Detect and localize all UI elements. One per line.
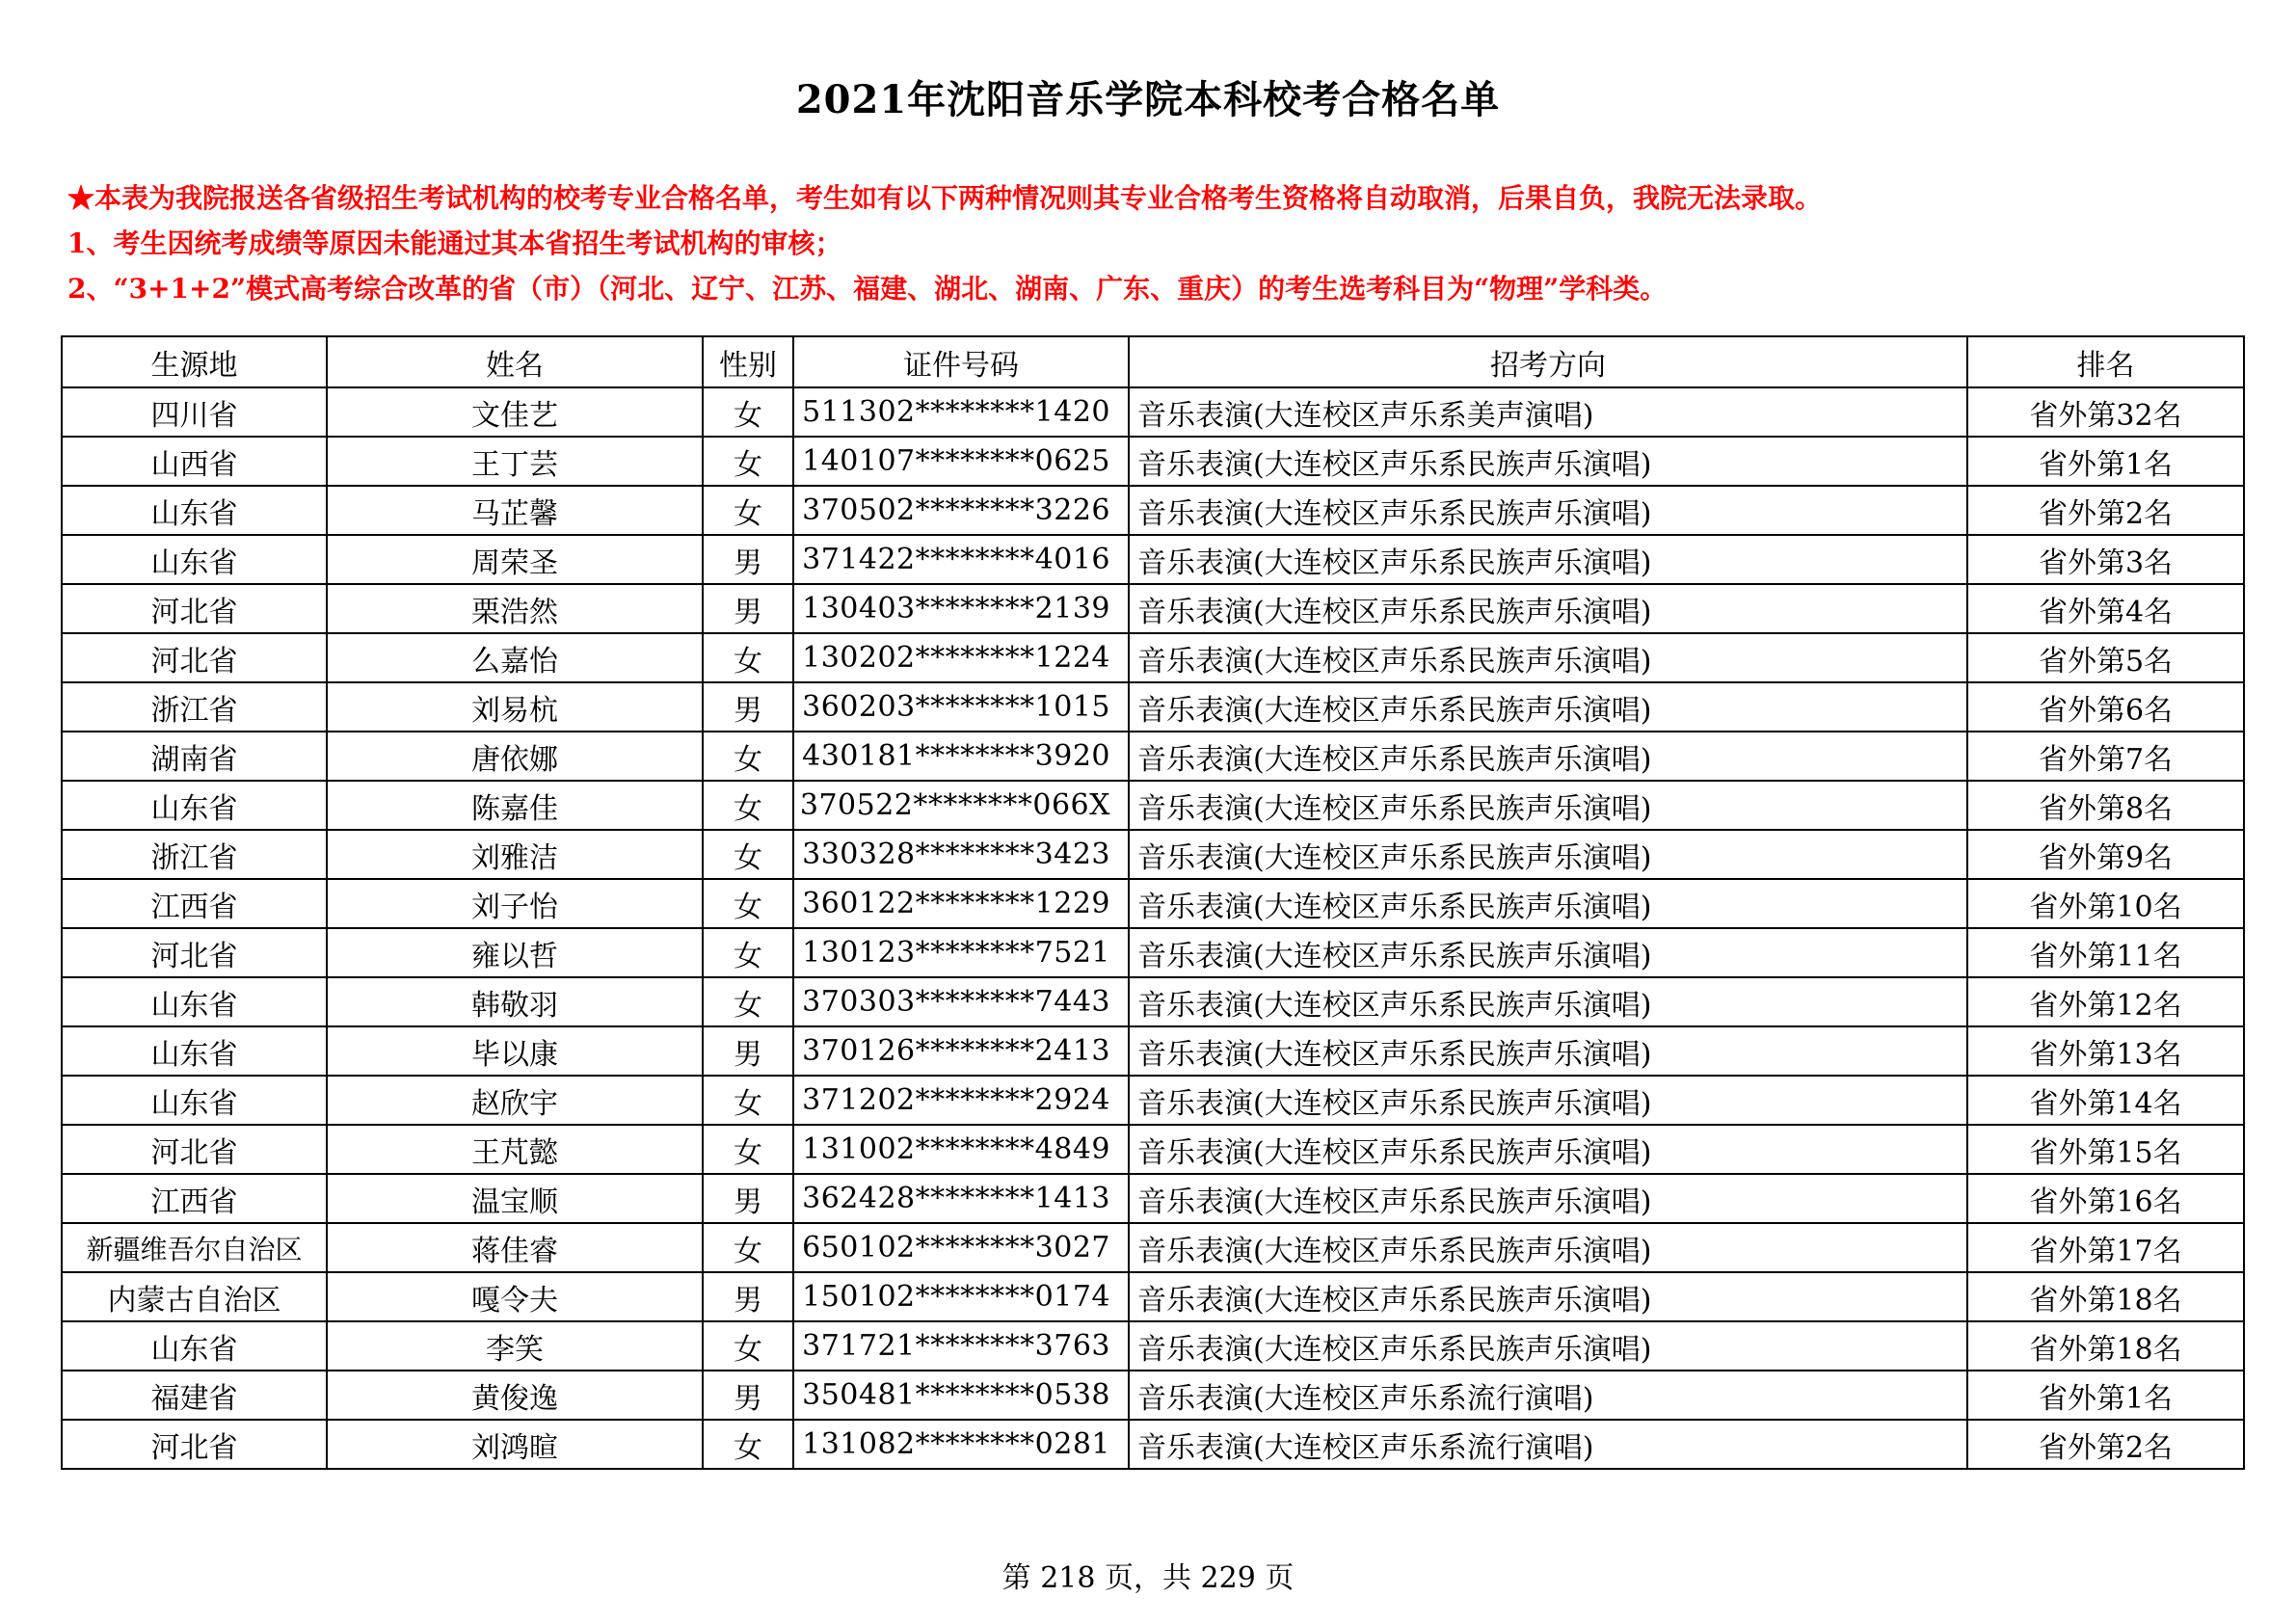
cell-origin: 江西省 <box>62 879 327 928</box>
cell-gender: 女 <box>703 437 793 486</box>
cell-origin: 四川省 <box>62 387 327 437</box>
cell-origin: 山东省 <box>62 1076 327 1125</box>
cell-direction: 音乐表演(大连校区声乐系民族声乐演唱) <box>1129 732 1967 781</box>
cell-rank: 省外第17名 <box>1967 1223 2244 1272</box>
cell-name: 蒋佳睿 <box>327 1223 703 1272</box>
cell-id-number: 511302********1420 <box>793 387 1129 437</box>
column-header-id: 证件号码 <box>793 336 1129 387</box>
cell-id-number: 130403********2139 <box>793 584 1129 633</box>
cell-direction: 音乐表演(大连校区声乐系民族声乐演唱) <box>1129 633 1967 682</box>
table-row <box>62 633 2244 682</box>
cell-id-number: 360203********1015 <box>793 682 1129 732</box>
cell-id-number: 330328********3423 <box>793 830 1129 879</box>
cell-origin: 江西省 <box>62 1174 327 1223</box>
cell-rank: 省外第7名 <box>1967 732 2244 781</box>
cell-name: 栗浩然 <box>327 584 703 633</box>
cell-rank: 省外第9名 <box>1967 830 2244 879</box>
cell-direction: 音乐表演(大连校区声乐系民族声乐演唱) <box>1129 682 1967 732</box>
column-header-origin: 生源地 <box>62 336 327 387</box>
cell-gender: 男 <box>703 584 793 633</box>
cell-id-number: 362428********1413 <box>793 1174 1129 1223</box>
cell-id-number: 150102********0174 <box>793 1272 1129 1321</box>
table-row <box>62 879 2244 928</box>
table-row <box>62 1272 2244 1321</box>
table-row <box>62 928 2244 977</box>
cell-name: 韩敬羽 <box>327 977 703 1026</box>
table-row <box>62 1125 2244 1174</box>
cell-id-number: 131082********0281 <box>793 1420 1129 1469</box>
cell-origin: 山东省 <box>62 486 327 535</box>
cell-rank: 省外第5名 <box>1967 633 2244 682</box>
cell-gender: 男 <box>703 535 793 584</box>
cell-origin: 河北省 <box>62 928 327 977</box>
table-row <box>62 977 2244 1026</box>
cell-id-number: 370303********7443 <box>793 977 1129 1026</box>
table-row <box>62 1174 2244 1223</box>
table-row <box>62 535 2244 584</box>
cell-gender: 女 <box>703 633 793 682</box>
cell-name: 文佳艺 <box>327 387 703 437</box>
cell-direction: 音乐表演(大连校区声乐系民族声乐演唱) <box>1129 1321 1967 1371</box>
cell-origin: 浙江省 <box>62 830 327 879</box>
cell-name: 李笑 <box>327 1321 703 1371</box>
cell-name: 温宝顺 <box>327 1174 703 1223</box>
cell-name: 唐依娜 <box>327 732 703 781</box>
cell-name: 么嘉怡 <box>327 633 703 682</box>
cell-origin: 河北省 <box>62 584 327 633</box>
cell-gender: 女 <box>703 830 793 879</box>
table-row <box>62 1026 2244 1076</box>
cell-direction: 音乐表演(大连校区声乐系民族声乐演唱) <box>1129 977 1967 1026</box>
cell-id-number: 131002********4849 <box>793 1125 1129 1174</box>
cell-name: 马芷馨 <box>327 486 703 535</box>
cell-id-number: 130123********7521 <box>793 928 1129 977</box>
cell-direction: 音乐表演(大连校区声乐系民族声乐演唱) <box>1129 486 1967 535</box>
cell-origin: 浙江省 <box>62 682 327 732</box>
cell-name: 赵欣宇 <box>327 1076 703 1125</box>
cell-direction: 音乐表演(大连校区声乐系流行演唱) <box>1129 1420 1967 1469</box>
cell-origin: 河北省 <box>62 633 327 682</box>
cell-gender: 女 <box>703 732 793 781</box>
cell-direction: 音乐表演(大连校区声乐系民族声乐演唱) <box>1129 830 1967 879</box>
cell-direction: 音乐表演(大连校区声乐系流行演唱) <box>1129 1371 1967 1420</box>
table-row <box>62 732 2244 781</box>
cell-rank: 省外第2名 <box>1967 1420 2244 1469</box>
table-row <box>62 486 2244 535</box>
cell-gender: 男 <box>703 682 793 732</box>
cell-direction: 音乐表演(大连校区声乐系民族声乐演唱) <box>1129 437 1967 486</box>
cell-gender: 女 <box>703 1420 793 1469</box>
cell-rank: 省外第2名 <box>1967 486 2244 535</box>
cell-rank: 省外第18名 <box>1967 1272 2244 1321</box>
page-footer: 第 218 页，共 229 页 <box>1001 1561 1295 1595</box>
cell-origin: 河北省 <box>62 1125 327 1174</box>
cell-name: 王丁芸 <box>327 437 703 486</box>
cell-name: 刘子怡 <box>327 879 703 928</box>
cell-rank: 省外第1名 <box>1967 1371 2244 1420</box>
cell-id-number: 140107********0625 <box>793 437 1129 486</box>
cell-name: 毕以康 <box>327 1026 703 1076</box>
cell-direction: 音乐表演(大连校区声乐系民族声乐演唱) <box>1129 1076 1967 1125</box>
cell-id-number: 371721********3763 <box>793 1321 1129 1371</box>
admission-table <box>61 335 2245 1470</box>
cell-origin: 福建省 <box>62 1371 327 1420</box>
cell-name: 刘易杭 <box>327 682 703 732</box>
cell-id-number: 370522********066X <box>793 781 1129 830</box>
cell-name: 嘎令夫 <box>327 1272 703 1321</box>
table-row <box>62 781 2244 830</box>
cell-rank: 省外第18名 <box>1967 1321 2244 1371</box>
table-header-row <box>62 336 2244 387</box>
table-row <box>62 1321 2244 1371</box>
cell-rank: 省外第3名 <box>1967 535 2244 584</box>
table-row <box>62 387 2244 437</box>
notice-line: 1、考生因统考成绩等原因未能通过其本省招生考试机构的审核； <box>67 227 842 259</box>
cell-id-number: 360122********1229 <box>793 879 1129 928</box>
cell-direction: 音乐表演(大连校区声乐系民族声乐演唱) <box>1129 1174 1967 1223</box>
cell-direction: 音乐表演(大连校区声乐系民族声乐演唱) <box>1129 781 1967 830</box>
column-header-name: 姓名 <box>327 336 703 387</box>
table-row <box>62 1223 2244 1272</box>
cell-origin: 山东省 <box>62 1026 327 1076</box>
cell-rank: 省外第6名 <box>1967 682 2244 732</box>
cell-origin: 内蒙古自治区 <box>62 1272 327 1321</box>
cell-rank: 省外第15名 <box>1967 1125 2244 1174</box>
table-row <box>62 830 2244 879</box>
column-header-gender: 性别 <box>703 336 793 387</box>
cell-direction: 音乐表演(大连校区声乐系民族声乐演唱) <box>1129 928 1967 977</box>
cell-id-number: 430181********3920 <box>793 732 1129 781</box>
cell-name: 周荣圣 <box>327 535 703 584</box>
cell-direction: 音乐表演(大连校区声乐系民族声乐演唱) <box>1129 1026 1967 1076</box>
table-row <box>62 682 2244 732</box>
column-header-direction: 招考方向 <box>1129 336 1967 387</box>
cell-rank: 省外第14名 <box>1967 1076 2244 1125</box>
table-row <box>62 1371 2244 1420</box>
cell-origin: 山东省 <box>62 1321 327 1371</box>
cell-rank: 省外第11名 <box>1967 928 2244 977</box>
cell-origin: 湖南省 <box>62 732 327 781</box>
cell-gender: 女 <box>703 1076 793 1125</box>
cell-id-number: 130202********1224 <box>793 633 1129 682</box>
cell-name: 陈嘉佳 <box>327 781 703 830</box>
cell-rank: 省外第32名 <box>1967 387 2244 437</box>
cell-id-number: 650102********3027 <box>793 1223 1129 1272</box>
cell-gender: 女 <box>703 486 793 535</box>
cell-gender: 女 <box>703 1321 793 1371</box>
cell-rank: 省外第12名 <box>1967 977 2244 1026</box>
cell-origin: 山东省 <box>62 977 327 1026</box>
notice-line: 2、“3+1+2”模式高考综合改革的省（市）（河北、辽宁、江苏、福建、湖北、湖南、广东、重庆）的考生选考科目为“物理”学科类。 <box>67 273 1668 305</box>
cell-name: 王芃懿 <box>327 1125 703 1174</box>
cell-direction: 音乐表演(大连校区声乐系民族声乐演唱) <box>1129 584 1967 633</box>
cell-id-number: 370126********2413 <box>793 1026 1129 1076</box>
cell-rank: 省外第16名 <box>1967 1174 2244 1223</box>
cell-id-number: 370502********3226 <box>793 486 1129 535</box>
column-header-rank: 排名 <box>1967 336 2244 387</box>
cell-name: 刘鸿暄 <box>327 1420 703 1469</box>
cell-name: 黄俊逸 <box>327 1371 703 1420</box>
cell-rank: 省外第4名 <box>1967 584 2244 633</box>
cell-gender: 女 <box>703 387 793 437</box>
cell-id-number: 371202********2924 <box>793 1076 1129 1125</box>
cell-origin: 河北省 <box>62 1420 327 1469</box>
cell-direction: 音乐表演(大连校区声乐系民族声乐演唱) <box>1129 1223 1967 1272</box>
cell-direction: 音乐表演(大连校区声乐系民族声乐演唱) <box>1129 535 1967 584</box>
cell-rank: 省外第8名 <box>1967 781 2244 830</box>
cell-gender: 男 <box>703 1026 793 1076</box>
notice-block <box>67 175 2265 311</box>
cell-direction: 音乐表演(大连校区声乐系民族声乐演唱) <box>1129 879 1967 928</box>
cell-id-number: 371422********4016 <box>793 535 1129 584</box>
table-row <box>62 1076 2244 1125</box>
table-row <box>62 1420 2244 1469</box>
cell-direction: 音乐表演(大连校区声乐系美声演唱) <box>1129 387 1967 437</box>
cell-gender: 女 <box>703 977 793 1026</box>
table-row <box>62 584 2244 633</box>
cell-gender: 男 <box>703 1272 793 1321</box>
cell-gender: 女 <box>703 879 793 928</box>
cell-name: 刘雅洁 <box>327 830 703 879</box>
cell-origin: 新疆维吾尔自治区 <box>62 1223 327 1272</box>
cell-origin: 山西省 <box>62 437 327 486</box>
table-row <box>62 437 2244 486</box>
table-body <box>62 387 2244 1469</box>
cell-direction: 音乐表演(大连校区声乐系民族声乐演唱) <box>1129 1272 1967 1321</box>
cell-gender: 女 <box>703 781 793 830</box>
cell-gender: 女 <box>703 1223 793 1272</box>
cell-id-number: 350481********0538 <box>793 1371 1129 1420</box>
cell-origin: 山东省 <box>62 535 327 584</box>
cell-rank: 省外第1名 <box>1967 437 2244 486</box>
cell-name: 雍以哲 <box>327 928 703 977</box>
cell-direction: 音乐表演(大连校区声乐系民族声乐演唱) <box>1129 1125 1967 1174</box>
cell-gender: 女 <box>703 1125 793 1174</box>
page-title: 2021年沈阳音乐学院本科校考合格名单 <box>795 77 1501 122</box>
notice-line: ★本表为我院报送各省级招生考试机构的校考专业合格名单，考生如有以下两种情况则其专业合格考生资格将自动取消，后果自负，我院无法录取。 <box>67 182 1823 214</box>
cell-rank: 省外第13名 <box>1967 1026 2244 1076</box>
cell-gender: 男 <box>703 1371 793 1420</box>
cell-origin: 山东省 <box>62 781 327 830</box>
cell-gender: 男 <box>703 1174 793 1223</box>
cell-rank: 省外第10名 <box>1967 879 2244 928</box>
cell-gender: 女 <box>703 928 793 977</box>
